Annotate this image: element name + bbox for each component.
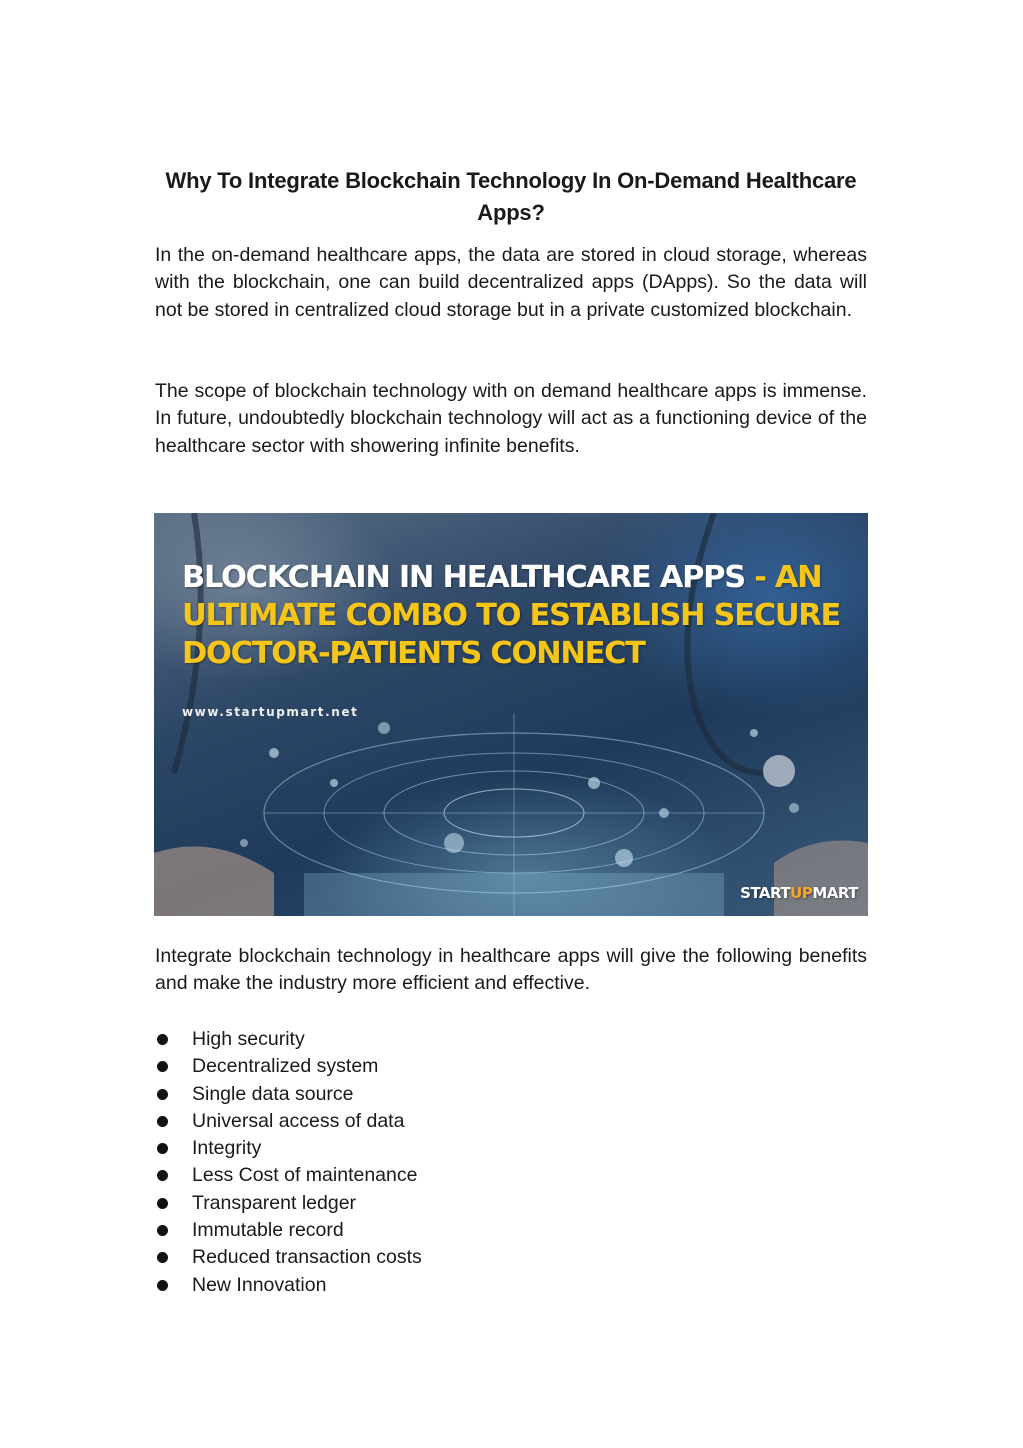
bullet-icon [157, 1061, 168, 1072]
banner-headline-white: BLOCKCHAIN IN HEALTHCARE APPS [182, 560, 745, 595]
paragraph-scope: The scope of blockchain technology with on demand healthcare apps is immense. In future, undoubtedly blockchain technology will act as a functioning device of the healthcare sector with showering infinite benefits. [155, 380, 867, 457]
bullet-icon [157, 1089, 168, 1100]
bullet-icon [157, 1198, 168, 1209]
banner-headline-yellow: - AN [754, 560, 822, 595]
list-item-label: Decentralized system [192, 1055, 379, 1078]
banner-headline-line-2: ULTIMATE COMBO TO ESTABLISH SECURE [182, 598, 841, 633]
list-item [155, 1244, 422, 1271]
list-item-label: Transparent ledger [192, 1191, 357, 1214]
banner-headline-line-1 [182, 559, 821, 597]
list-item-label: Integrity [192, 1137, 262, 1160]
list-item-label: Less Cost of maintenance [192, 1164, 418, 1187]
bullet-icon [157, 1034, 168, 1045]
paragraph-cloud-storage: In the on-demand healthcare apps, the data are stored in cloud storage, whereas with the blockchain, one can build decentralized apps (DApps). So the data will not be stored in centralized cloud storage but in a private customized blockchain. [155, 244, 867, 321]
bullet-icon [157, 1252, 168, 1263]
bullet-icon [157, 1225, 168, 1236]
bullet-icon [157, 1280, 168, 1291]
list-item [155, 1217, 422, 1244]
benefits-list [155, 1026, 422, 1299]
brand-up: UP [790, 884, 813, 902]
list-item-label: Single data source [192, 1082, 354, 1105]
banner-url: www.startupmart.net [182, 705, 359, 719]
list-item [155, 1272, 422, 1299]
bullet-icon [157, 1116, 168, 1127]
banner-headline-line-3: DOCTOR-PATIENTS CONNECT [182, 636, 645, 671]
bullet-icon [157, 1143, 168, 1154]
brand-end: MART [812, 884, 858, 902]
blockchain-healthcare-banner-image [154, 513, 868, 916]
list-item [155, 1190, 422, 1217]
list-item-label: High security [192, 1028, 305, 1050]
list-item [155, 1081, 422, 1108]
list-item [155, 1026, 422, 1053]
list-item [155, 1162, 422, 1189]
list-item-label: Universal access of data [192, 1109, 405, 1132]
list-item-label: New Innovation [192, 1273, 327, 1296]
paragraph-benefits-intro: Integrate blockchain technology in healthcare apps will give the following benefits and make the industry more efficient and effective. [155, 945, 867, 995]
list-item [155, 1108, 422, 1135]
list-item [155, 1053, 422, 1080]
page-title: Why To Integrate Blockchain Technology In On-Demand Healthcare Apps? [165, 167, 857, 225]
list-item-label: Reduced transaction costs [192, 1246, 422, 1269]
list-item [155, 1135, 422, 1162]
brand-start: START [740, 884, 791, 902]
bullet-icon [157, 1170, 168, 1181]
startupmart-logo [740, 884, 858, 902]
list-item-label: Immutable record [192, 1219, 344, 1242]
